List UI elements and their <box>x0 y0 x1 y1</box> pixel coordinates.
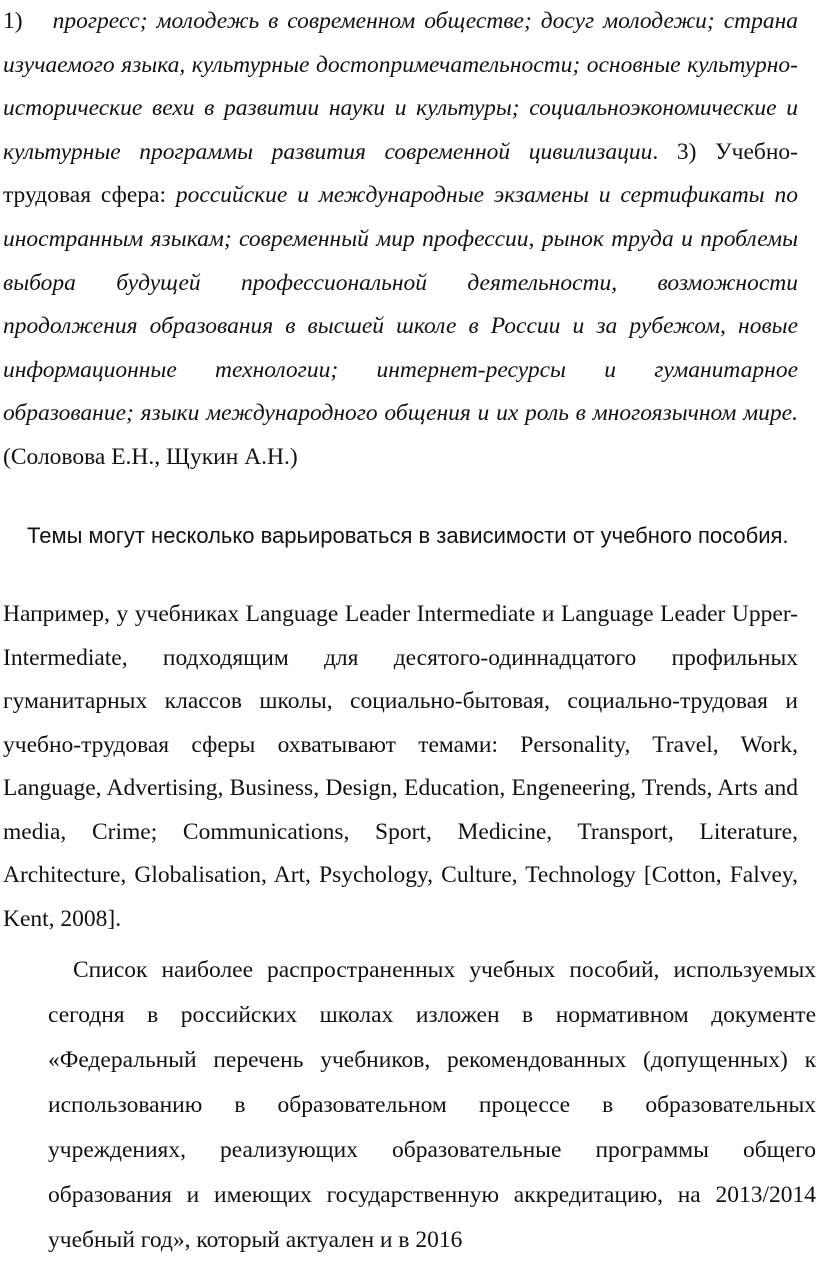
citation: (Соловова Е.Н., Щукин А.Н.) <box>3 443 298 470</box>
italic-topics-1: прогресс; молодежь в современном обществе; досуг молодежи; страна изучаемого языка, культурные достопримечательности; основные культурно-исторические вехи в развитии науки и культуры; социальноэкономические и культурные программы развития современной цивилизации <box>3 8 798 165</box>
paragraph-topics-vary: Темы могут несколько варьироваться в зависимости от учебного пособия. <box>27 523 789 548</box>
paragraph-textbook-example: Например, у учебниках Language Leader Intermediate и Language Leader Upper-Intermediate, подходящим для десятого-одиннадцатого профильных гуманитарных классов школы, социально-бытовая, социально-трудовая и учебно-трудовая сферы охватывают темами: Personality, Travel, Work, Language, Advertising, Business, Design, Education, Engeneering, Trends, Arts and media, Crime; Communications, Sport, Medicine, Transport, Literature, Architecture, Globalisation, Art, Psychology, Culture, Technology [Cotton, Falvey, Kent, 2008]. <box>3 601 798 932</box>
paragraph-topics-list <box>3 0 798 480</box>
list-number: 1) <box>3 8 23 34</box>
paragraph-textbook-list-text: Список наиболее распространенных учебных пособий, используемых сегодня в российских школах изложен в нормативном документе «Федеральный перечень учебников, рекомендованных (допущенных) к использованию в образовательном процессе в образовательных учреждениях, реализующих образовательные программы общего образования и имеющих государственную аккредитацию, на 2013/2014 учебный год», который актуален и в 2016 <box>48 957 816 1253</box>
italic-topics-2: российские и международные экзамены и сертификаты по иностранным языкам; современный мир профессии, рынок труда и проблемы выбора будущей профессиональной деятельности, возможности продолжения образования в высшей школе в России и за рубежом, новые информационные технологии; интернет-ресурсы и гуманитарное образование; языки международного общения и их роль в многоязычном мире. <box>3 182 798 427</box>
paragraph-textbook-list <box>48 948 816 1263</box>
sphere-heading: . 3) Учебно-трудовая сфера: <box>3 138 798 209</box>
